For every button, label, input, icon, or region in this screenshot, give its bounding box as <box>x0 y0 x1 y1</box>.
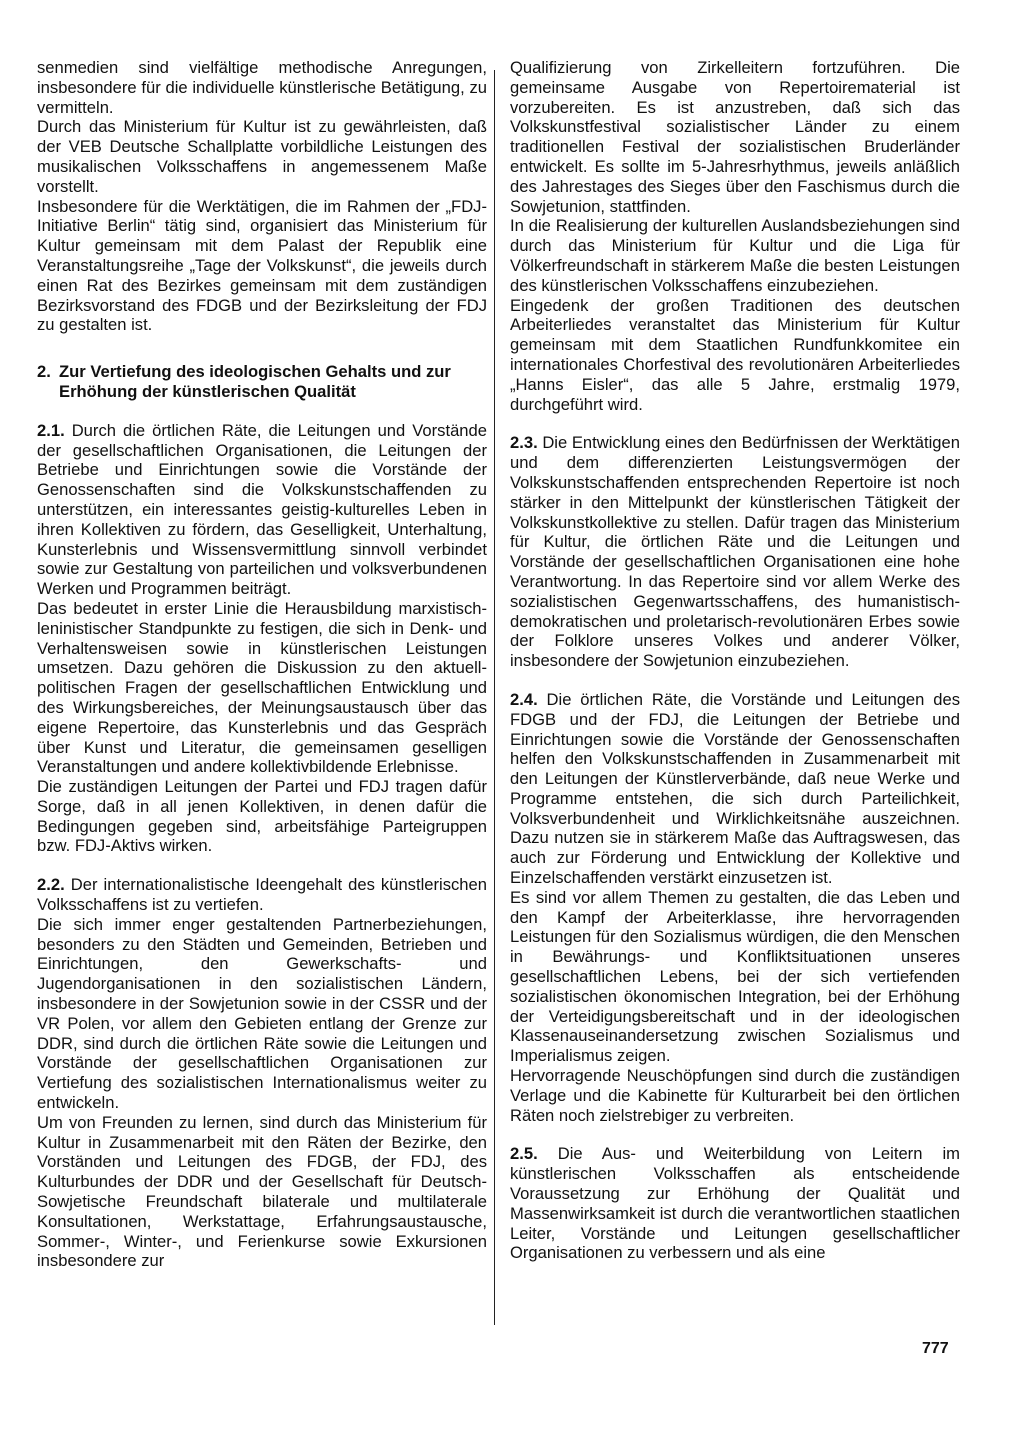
subsection-2-1 <box>37 421 487 599</box>
paragraph: Es sind vor allem Themen zu gestalten, die das Leben und den Kampf der Arbeiterklasse, ihre hervorragenden Leistungen für den Sozialismus würdigen, die den Menschen in Bewährungs- und Konfliktsituationen unseres gesellschaftlichen Lebens, bei der sich vertiefenden sozialistischen ökonomischen Integration, bei der Erhöhung der Verteidigungsbereitschaft und in der ideologischen Klassenauseinandersetzung zwischen Sozialismus und Imperialismus zeigen. <box>510 887 960 1066</box>
paragraph: Qualifizierung von Zirkelleitern fortzuführen. Die gemeinsame Ausgabe von Repertoirematerial ist vorzubereiten. Es ist anzustreben, daß sich das Volkskunstfestival sozialistischer Länder zu einem traditionellen Festival der sozialistischen Bruderländer entwickelt. Es sollte im 5-Jahresrhythmus, jeweils anläßlich des Jahrestages des Sieges über den Faschismus durch die Sowjetunion, stattfinden. <box>510 58 960 216</box>
subsection-text: Die örtlichen Räte, die Vorstände und Leitungen des FDGB und der FDJ, die Leitungen der Betriebe und Einrichtungen sowie die Vorstände der Genossenschaften helfen den Volkskunstschaffenden in Zusammenarbeit mit den Leitungen der Künstlerverbände, daß neue Werke und Programme entstehen, die sich durch Parteilichkeit, Volksverbundenheit und Wirklichkeitsnähe auszeichnen. Dazu nutzen sie in stärkerem Maße das Auftragswesen, das auch zur Förderung und Entwicklung der Kollektive und Einzelschaffenden verstärkt einzusetzen ist. <box>510 689 960 888</box>
subsection-text: Der internationalistische Ideengehalt des künstlerischen Volksschaffens ist zu vertiefen. <box>37 875 487 915</box>
subsection-number: 2.5. <box>510 1144 538 1164</box>
paragraph: Die sich immer enger gestaltenden Partnerbeziehungen, besonders zu den Städten und Gemeinden, Betrieben und Einrichtungen, den Gewerkschafts- und Jugendorganisationen in den sozialistischen Ländern, insbesondere in der Sowjetunion sowie in der CSSR und der VR Polen, vor allem den Gebieten entlang der Grenze zur DDR, sind durch die örtlichen Räte sowie die Leitungen und Vorstände der gesellschaftlichen Organisationen zur Vertiefung des sozialistischen Internationalismus weiter zu entwickeln. <box>37 914 487 1113</box>
subsection-number: 2.2. <box>37 875 65 895</box>
paragraph: Das bedeutet in erster Linie die Herausbildung marxistisch-leninistischer Standpunkte zu festigen, die sich in Denk- und Verhaltensweisen sowie in künstlerischen Leistungen umsetzen. Dazu gehören die Diskussion zu den aktuell-politischen Fragen der gesellschaftlichen Entwicklung und des Wirkungsbereiches, der Meinungsaustausch über das eigene Repertoire, das Kunsterlebnis und das Gespräch über Kunst und Literatur, die gemeinsamen geselligen Veranstaltungen und andere kollektivbildende Erlebnisse. <box>37 598 487 777</box>
column-divider <box>494 70 495 1325</box>
subsection-2-5 <box>510 1144 960 1263</box>
subsection-2-2 <box>37 875 487 915</box>
paragraph: Eingedenk der großen Traditionen des deutschen Arbeiterliedes veranstaltet das Ministerium für Kultur gemeinsam mit dem Staatlichen Rundfunkkomitee ein internationales Chorfestival des revolutionären Arbeiterliedes „Hanns Eisler“, das alle 5 Jahre, erstmalig 1979, durchgeführt wird. <box>510 295 960 414</box>
paragraph: Hervorragende Neuschöpfungen sind durch die zuständigen Verlage und die Kabinette für Kulturarbeit bei den örtlichen Räten noch zielstrebiger zu verbreiten. <box>510 1066 960 1125</box>
page-number: 777 <box>922 1340 949 1357</box>
subsection-2-3 <box>510 433 960 671</box>
paragraph: senmedien sind vielfältige methodische Anregungen, insbesondere für die individuelle künstlerische Betätigung, zu vermitteln. <box>37 58 487 117</box>
subsection-number: 2.1. <box>37 420 65 440</box>
paragraph: Um von Freunden zu lernen, sind durch das Ministerium für Kultur in Zusammenarbeit mit den Räten der Bezirke, den Vorständen und Leitungen des FDGB, der FDJ, des Kulturbundes der DDR und der Gesellschaft für Deutsch-Sowjetische Freundschaft bilaterale und multilaterale Konsultationen, Werkstattage, Erfahrungsaustausche, Sommer-, Winter-, und Ferienkurse sowie Exkursionen insbesondere zur <box>37 1112 487 1271</box>
subsection-number: 2.3. <box>510 433 538 453</box>
paragraph: Insbesondere für die Werktätigen, die im Rahmen der „FDJ-Initiative Berlin“ tätig sind, organisiert das Ministerium für Kultur gemeinsam mit dem Palast der Republik eine Veranstaltungsreihe „Tage der Volkskunst“, die jeweils durch einen Rat des Bezirkes gemeinsam mit dem zuständigen Bezirksvorstand des FDGB und der Bezirksleitung der FDJ zu gestalten ist. <box>37 196 487 335</box>
paragraph: Die zuständigen Leitungen der Partei und FDJ tragen dafür Sorge, daß in all jenen Kollektiven, in denen dafür die Bedingungen gegeben sind, arbeitsfähige Parteigruppen bzw. FDJ-Aktivs wirken. <box>37 777 487 856</box>
paragraph: Durch das Ministerium für Kultur ist zu gewährleisten, daß der VEB Deutsche Schallplatte vorbildliche Leistungen des musikalischen Volksschaffens in angemessenem Maße vorstellt. <box>37 117 487 196</box>
section-heading <box>37 362 487 402</box>
right-column <box>510 58 960 1263</box>
left-column <box>37 58 487 1271</box>
paragraph: In die Realisierung der kulturellen Auslandsbeziehungen sind durch das Ministerium für Kultur und die Liga für Völkerfreundschaft in stärkerem Maße die besten Leistungen des künstlerischen Volksschaffens einzubeziehen. <box>510 216 960 295</box>
subsection-text: Durch die örtlichen Räte, die Leitungen und Vorstände der gesellschaftlichen Organisationen, die Leitungen der Betriebe und Einrichtungen sowie die Vorstände der Genossenschaften sind die Volkskunstschaffenden zu unterstützen, ein interessantes geistig-kulturelles Leben in ihren Kollektiven zu fördern, das Geselligkeit, Unterhaltung, Kunsterlebnis und Wissensvermittlung sinnvoll verbindet sowie zur Gestaltung von parteilichen und volksverbundenen Werken und Programmen beiträgt. <box>37 420 487 599</box>
subsection-text: Die Aus- und Weiterbildung von Leitern im künstlerischen Volksschaffen als entscheidende Voraussetzung zur Erhöhung der Qualität und Massenwirksamkeit ist durch die verantwortlichen staatlichen Leiter, Vorstände und Leitungen gesellschaftlicher Organisationen zu verbessern und als eine <box>510 1144 960 1263</box>
section-heading-text: Zur Vertiefung des ideologischen Gehalts und zur Erhöhung der künstlerischen Qualität <box>59 362 451 401</box>
subsection-text: Die Entwicklung eines den Bedürfnissen der Werktätigen und dem differenzierten Leistungsvermögen der Volkskunstschaffenden entsprechenden Repertoire ist noch stärker in den Mittelpunkt der künstlerischen Tätigkeit der Volkskunstkollektive zu stellen. Dafür tragen das Ministerium für Kultur, die örtlichen Räte und die Leitungen und Vorstände der gesellschaftlichen Organisationen eine hohe Verantwortung. In das Repertoire sind vor allem Werke des sozialistischen Gegenwartsschaffens, des humanistisch-demokratischen und proletarisch-revolutionären Erbes sowie der Folklore unseres Volkes und anderer Völker, insbesondere der Sowjetunion einzubeziehen. <box>510 433 960 671</box>
subsection-2-4 <box>510 690 960 888</box>
subsection-number: 2.4. <box>510 689 538 709</box>
section-heading-number: 2. <box>37 362 51 382</box>
